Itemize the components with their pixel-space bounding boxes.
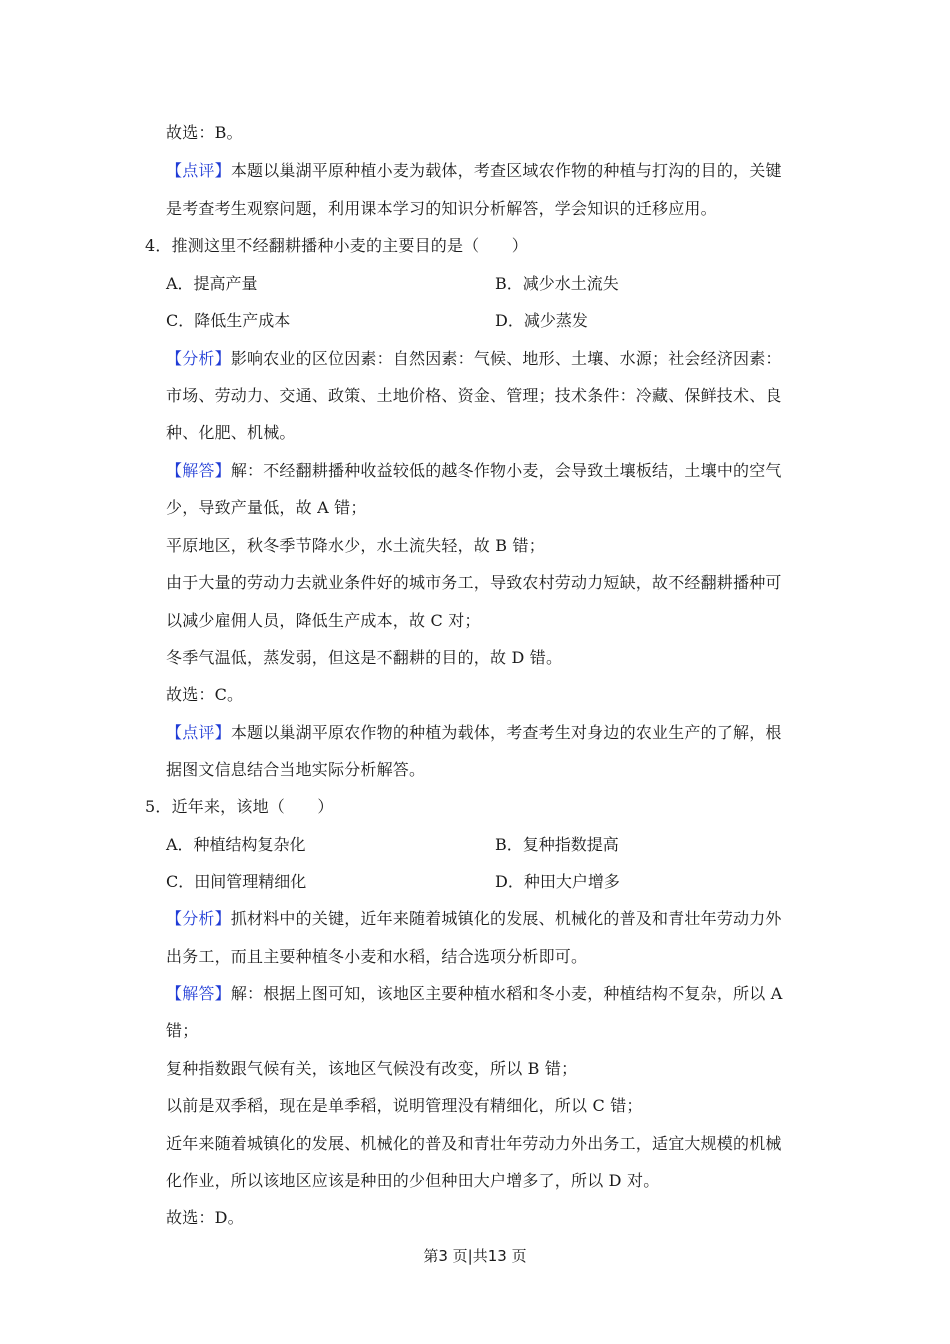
review-tag: 【点评】 bbox=[166, 723, 231, 742]
q5-answer-line: 故选：D。 bbox=[166, 1208, 244, 1227]
q4-solution-line-6: 冬季气温低，蒸发弱，但这是不翻耕的目的，故 D 错。 bbox=[166, 648, 563, 667]
q5-option-c: C．田间管理精细化 bbox=[166, 872, 307, 891]
solution-text: 解：不经翻耕播种收益较低的越冬作物小麦，会导致土壤板结，土壤中的空气 bbox=[230, 461, 782, 480]
analysis-tag: 【分析】 bbox=[166, 909, 231, 928]
review-text: 本题以巢湖平原农作物的种植为载体，考查考生对身边的农业生产的了解，根 bbox=[230, 723, 782, 742]
solution-tag: 【解答】 bbox=[166, 984, 231, 1003]
q5-analysis-line-1 bbox=[166, 909, 782, 929]
q5-solution-line-1 bbox=[166, 984, 782, 1004]
solution-text: 解：根据上图可知，该地区主要种植水稻和冬小麦，种植结构不复杂，所以 A bbox=[230, 984, 783, 1003]
q5-option-d: D．种田大户增多 bbox=[495, 872, 620, 891]
q4-answer-line: 故选：C。 bbox=[166, 685, 244, 704]
q4-solution-line-5: 以减少雇佣人员，降低生产成本，故 C 对； bbox=[166, 611, 481, 630]
question-5-stem: 5．近年来，该地（ ） bbox=[145, 797, 334, 816]
q5-solution-line-6: 化作业，所以该地区应该是种田的少但种田大户增多了，所以 D 对。 bbox=[166, 1171, 660, 1190]
q4-analysis-line-3: 种、化肥、机械。 bbox=[166, 423, 296, 442]
analysis-tag: 【分析】 bbox=[166, 349, 231, 368]
q4-solution-line-3: 平原地区，秋冬季节降水少，水土流失轻，故 B 错； bbox=[166, 536, 545, 555]
review-tag: 【点评】 bbox=[166, 161, 231, 180]
q4-solution-line-1 bbox=[166, 461, 782, 481]
q3-review-line-1 bbox=[166, 161, 782, 181]
question-4-stem: 4．推测这里不经翻耕播种小麦的主要目的是（ ） bbox=[145, 236, 528, 255]
review-text: 本题以巢湖平原种植小麦为载体，考查区域农作物的种植与打沟的目的，关键 bbox=[230, 161, 782, 180]
q5-option-a: A．种植结构复杂化 bbox=[166, 835, 306, 854]
q5-solution-line-5: 近年来随着城镇化的发展、机械化的普及和青壮年劳动力外出务工，适宜大规模的机械 bbox=[166, 1134, 782, 1153]
solution-tag: 【解答】 bbox=[166, 461, 231, 480]
q5-solution-line-2: 错； bbox=[166, 1021, 199, 1040]
q5-solution-line-4: 以前是双季稻，现在是单季稻，说明管理没有精细化，所以 C 错； bbox=[166, 1096, 643, 1115]
q4-option-a: A．提高产量 bbox=[166, 274, 258, 293]
q4-review-line-2: 据图文信息结合当地实际分析解答。 bbox=[166, 760, 426, 779]
q5-solution-line-3: 复种指数跟气候有关，该地区气候没有改变，所以 B 错； bbox=[166, 1059, 578, 1078]
analysis-text: 抓材料中的关键，近年来随着城镇化的发展、机械化的普及和青壮年劳动力外 bbox=[230, 909, 782, 928]
q5-analysis-line-2: 出务工，而且主要种植冬小麦和水稻，结合选项分析即可。 bbox=[166, 947, 588, 966]
q4-option-b: B．减少水土流失 bbox=[495, 274, 619, 293]
q4-analysis-line-2: 市场、劳动力、交通、政策、土地价格、资金、管理；技术条件：冷藏、保鲜技术、良 bbox=[166, 386, 782, 405]
analysis-text: 影响农业的区位因素：自然因素：气候、地形、土壤、水源；社会经济因素： bbox=[230, 349, 782, 368]
q5-option-b: B．复种指数提高 bbox=[495, 835, 619, 854]
q4-solution-line-4: 由于大量的劳动力去就业条件好的城市务工，导致农村劳动力短缺，故不经翻耕播种可 bbox=[166, 573, 782, 592]
page-footer: 第3 页|共13 页 bbox=[423, 1247, 527, 1265]
q3-review-line-2: 是考查考生观察问题，利用课本学习的知识分析解答，学会知识的迁移应用。 bbox=[166, 199, 717, 218]
q4-solution-line-2: 少，导致产量低，故 A 错； bbox=[166, 498, 367, 517]
q4-option-c: C．降低生产成本 bbox=[166, 311, 291, 330]
q3-answer-line: 故选：B。 bbox=[166, 123, 243, 142]
q4-analysis-line-1 bbox=[166, 349, 782, 369]
q4-option-d: D．减少蒸发 bbox=[495, 311, 588, 330]
q4-review-line-1 bbox=[166, 723, 782, 743]
